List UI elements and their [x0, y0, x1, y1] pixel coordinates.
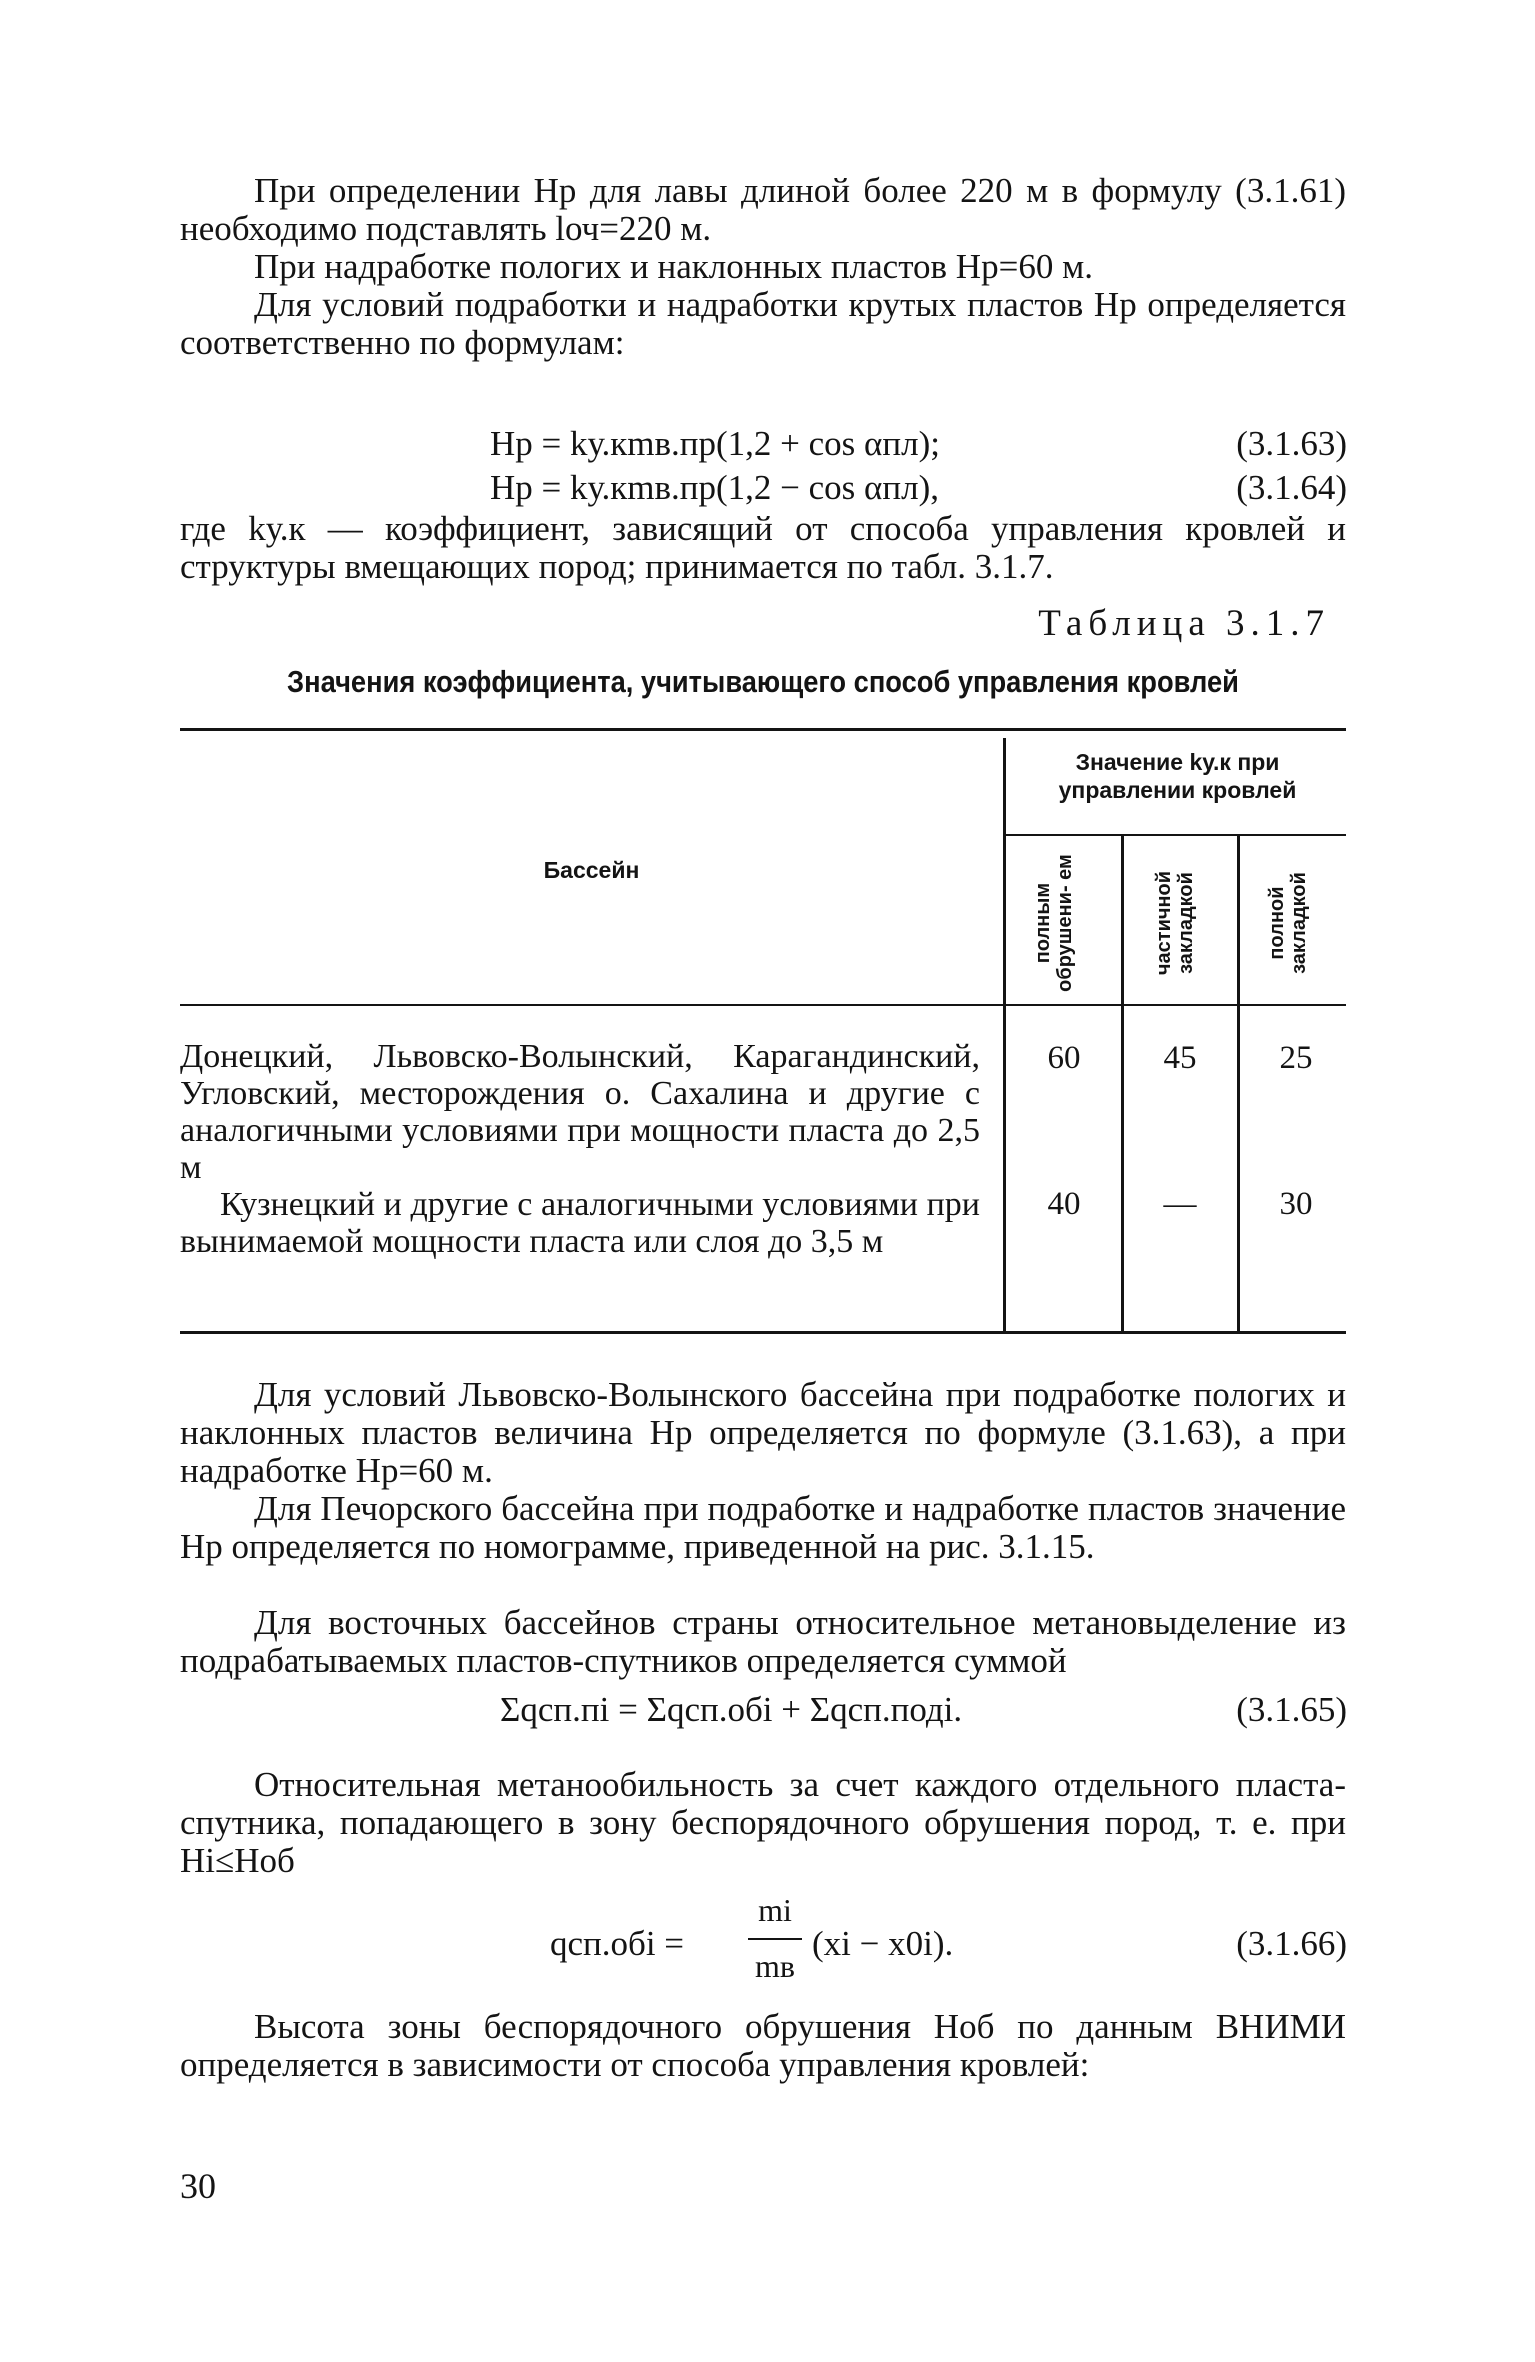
paragraph-collapse-zone-height: Высота зоны беспорядочного обрушения Hоб по данным ВНИМИ определяется в зависимости от способа управления кровлей:	[180, 2007, 1346, 2084]
formula-3-1-63: Hр = kу.кmв.пр(1,2 + cos αпл);	[490, 424, 940, 463]
table-divider-3	[1237, 836, 1240, 1331]
table-bottom-rule	[180, 1331, 1346, 1334]
paragraph-relative-gassiness: Относительная метанообильность за счет каждого отдельного пласта-спутника, попадающего в зону беспорядочного обрушения пород, т. е. при Hi≤Hоб	[180, 1765, 1346, 1880]
paragraph-pechora: Для Печорского бассейна при подработке и надработке пластов значение Hр определяется по номограмме, приведенной на рис. 3.1.15.	[180, 1489, 1346, 1566]
row-1-full-collapse: 60	[1047, 1040, 1081, 1076]
formula-number-3-1-64: (3.1.64)	[1236, 468, 1347, 507]
row-2-basin: Кузнецкий и другие с аналогичными условиями при вынимаемой мощности пласта или слоя до 3,5 м	[180, 1186, 980, 1260]
formula-3-1-66-rhs: (xi − x0i).	[812, 1924, 954, 1963]
paragraph-eastern-basins: Для восточных бассейнов страны относительное метановыделение из подрабатываемых пластов-спутников определяется суммой	[180, 1603, 1346, 1680]
table-title: Значения коэффициента, учитывающего способ управления кровлей	[287, 664, 1239, 699]
table-label: Таблица 3.1.7	[1038, 603, 1330, 644]
header-partial-fill: частичной закладкой	[1153, 870, 1197, 976]
fraction-bar	[748, 1938, 802, 1940]
formula-3-1-66-numerator: mi	[758, 1892, 792, 1928]
formula-3-1-66-lhs: qсп.обi =	[550, 1924, 685, 1963]
row-2-full-collapse: 40	[1047, 1186, 1081, 1222]
row-2-partial-fill: —	[1163, 1186, 1197, 1222]
paragraph-coefficient-definition: где kу.к — коэффициент, зависящий от способа управления кровлей и структуры вмещающих пород; принимается по табл. 3.1.7.	[180, 509, 1346, 586]
page-number: 30	[180, 2166, 216, 2206]
row-1-full-fill: 25	[1279, 1040, 1313, 1076]
header-full-collapse: полным обрушени- ем	[1032, 854, 1076, 992]
header-value-group: Значение kу.к при управлении кровлей	[1058, 749, 1297, 803]
table-divider-1	[1003, 738, 1006, 1331]
paragraph-steep-seams: Для условий подработки и надработки крутых пластов Hр определяется соответственно по формулам:	[180, 285, 1346, 362]
paragraph-hp-length: При определении Hр для лавы длиной более 220 м в формулу (3.1.61) необходимо подставлять lоч=220 м.	[180, 171, 1346, 248]
table-group-rule	[1005, 834, 1346, 836]
formula-number-3-1-63: (3.1.63)	[1236, 424, 1347, 463]
table-divider-2	[1121, 836, 1124, 1331]
paragraph-overworking-gentle: При надработке пологих и наклонных пластов Hр=60 м.	[254, 247, 1093, 286]
row-1-partial-fill: 45	[1163, 1040, 1197, 1076]
table-header-rule	[180, 1004, 1346, 1006]
row-2-full-fill: 30	[1279, 1186, 1313, 1222]
table-top-rule	[180, 728, 1346, 731]
formula-3-1-65: Σqсп.пi = Σqсп.обi + Σqсп.подi.	[500, 1690, 963, 1729]
header-full-fill: полной закладкой	[1266, 872, 1310, 974]
paragraph-lviv-volyn: Для условий Львовско-Волынского бассейна при подработке пологих и наклонных пластов величина Hр определяется по формуле (3.1.63), а при надработке Hр=60 м.	[180, 1375, 1346, 1490]
header-basin: Бассейн	[543, 857, 640, 883]
formula-number-3-1-65: (3.1.65)	[1236, 1690, 1347, 1729]
formula-3-1-66-denominator: mв	[755, 1948, 795, 1984]
row-1-basin: Донецкий, Львовско-Волынский, Карагандинский, Угловский, месторождения о. Сахалина и другие с аналогичными условиями при мощности пласта до 2,5 м	[180, 1038, 980, 1186]
formula-number-3-1-66: (3.1.66)	[1236, 1924, 1347, 1963]
formula-3-1-64: Hр = kу.кmв.пр(1,2 − cos αпл),	[490, 468, 939, 507]
